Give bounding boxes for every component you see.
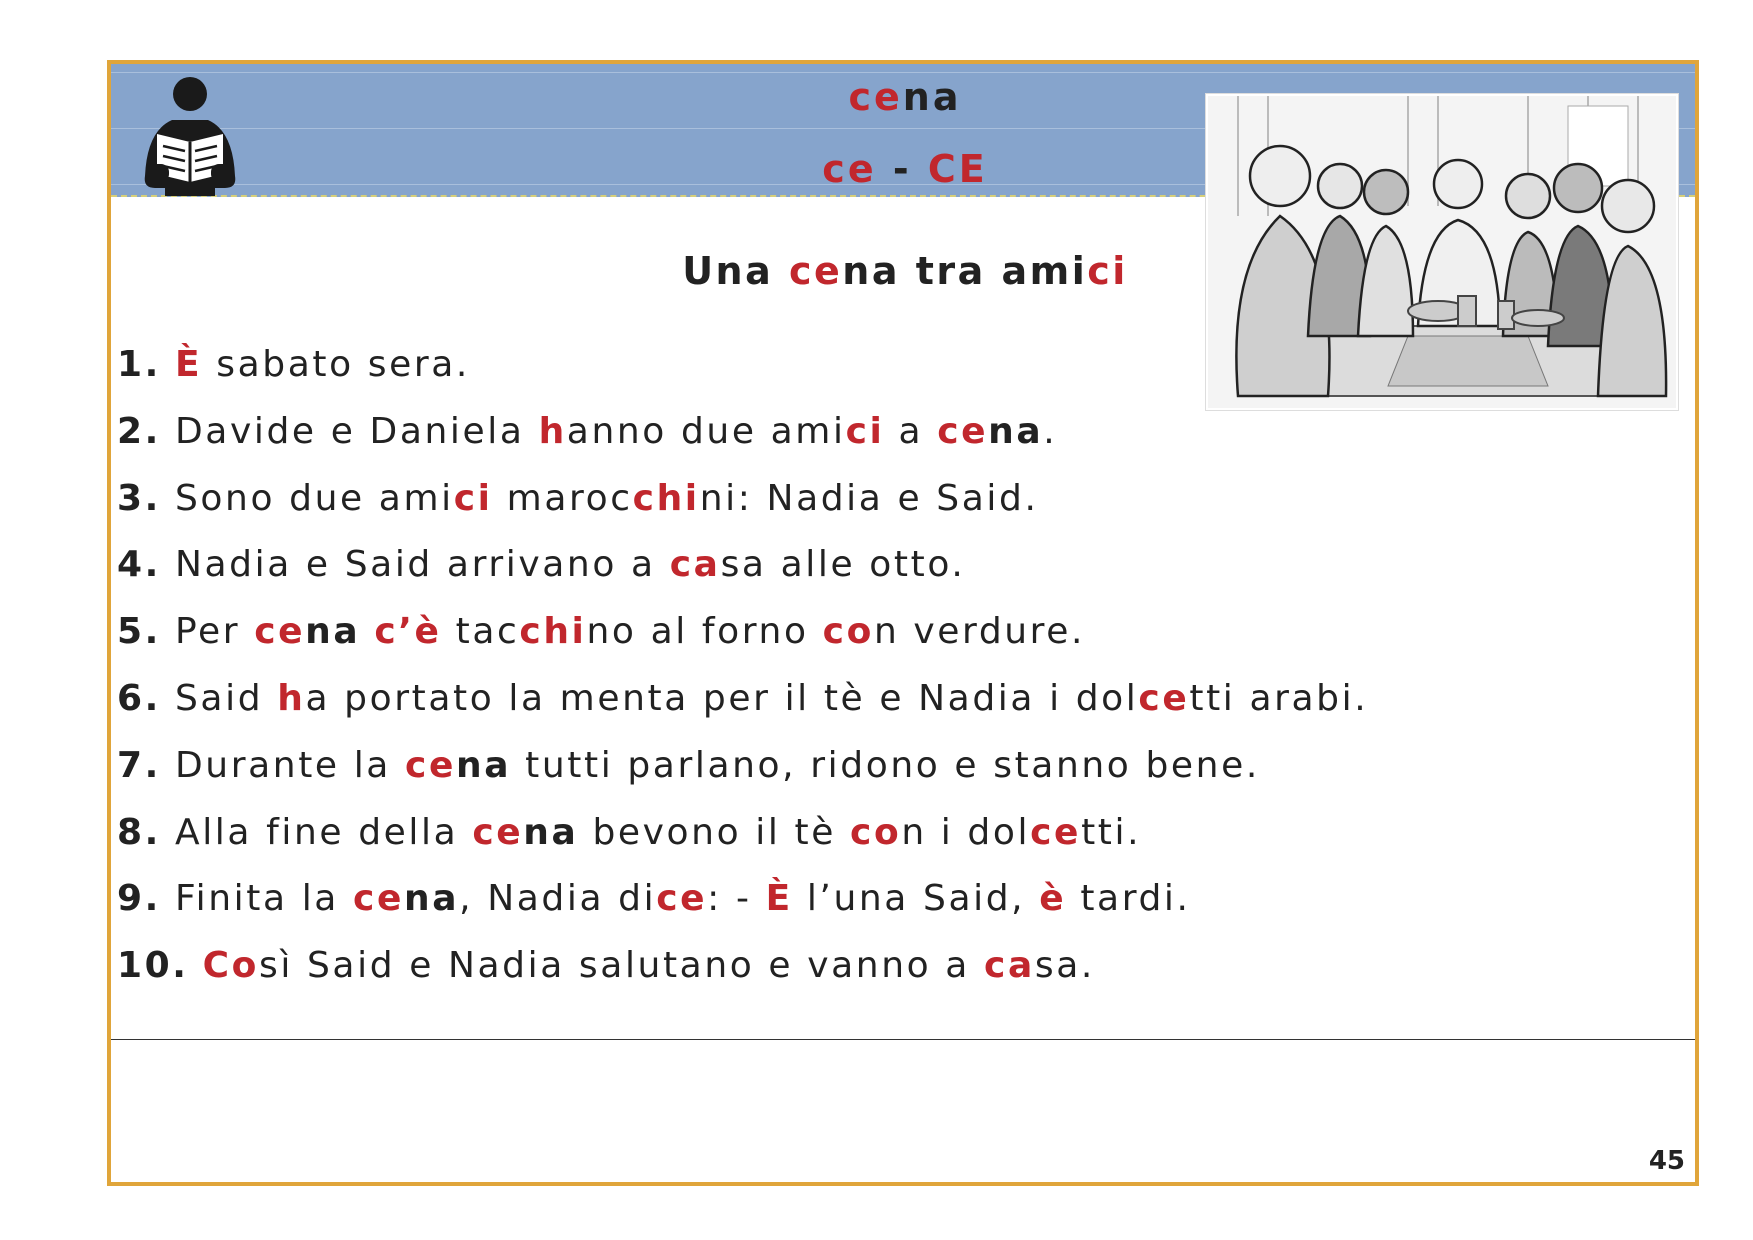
sentence-line [117,674,1368,741]
text-fragment [189,945,203,986]
highlight-syllable: ce [1030,811,1082,853]
sentence-line [117,941,1368,1008]
highlight-syllable: ce [405,744,456,786]
sentence-number: 3. [117,477,161,519]
highlight-syllable: h [538,410,567,452]
sentence-line [117,741,1368,808]
text-fragment: , Nadia di [459,878,657,920]
highlight-syllable: ce [1138,677,1190,719]
text-fragment: tti. [1081,811,1142,853]
sentence-line [117,808,1368,875]
sentence-number: 9. [117,878,161,920]
text-fragment [161,344,175,385]
sentence-list [117,340,1368,1008]
text-fragment: Davide e Daniela [160,410,539,452]
text-fragment: sa alle otto. [720,544,966,586]
highlight-syllable: ci [453,477,493,519]
text-fragment: a portato la menta per il tè e Nadia i dol [305,677,1139,719]
sentence-number: 6. [117,677,161,719]
text-fragment: Per [160,611,255,653]
text-fragment: n verdure. [873,611,1086,653]
text-fragment: sì Said e Nadia salutano e vanno a [258,945,984,987]
sentence-number: 2. [117,410,161,452]
text-fragment: l’una Said, [792,878,1040,920]
highlight-syllable: ce [656,878,708,920]
highlight-syllable: Co [202,945,259,987]
highlight-syllable: ce [822,147,877,191]
text-fragment: Said [160,677,278,719]
sentence-number: 4. [117,544,161,586]
text-fragment: Una [682,249,789,293]
text-fragment: anno due ami [566,410,846,452]
text-fragment: sa. [1034,945,1095,987]
text-fragment: tutti parlano, ridono e stanno bene. [511,744,1260,786]
page-number: 45 [1648,1146,1685,1176]
text-fragment: na [455,744,512,786]
highlight-syllable: co [822,611,874,653]
highlight-syllable: ce [788,249,843,293]
highlight-syllable: ce [353,878,404,920]
text-fragment: bevono il tè [578,811,851,853]
text-fragment: na [523,811,579,853]
highlight-syllable: c’è [374,611,442,653]
text-fragment: na [403,878,460,920]
sentence-number: 10. [117,945,189,987]
highlight-syllable: CE [927,147,988,191]
reading-title [111,249,1699,293]
text-fragment: a [884,410,938,452]
highlight-syllable: ce [472,811,524,853]
sentence-number: 8. [117,811,161,853]
bottom-divider [111,1039,1695,1040]
highlight-syllable: È [174,344,203,385]
text-fragment: na [305,611,361,653]
text-fragment: Alla fine della [160,811,473,853]
sentence-line [117,340,1368,407]
text-fragment: Finita la [160,878,354,920]
text-fragment: tardi. [1066,878,1191,920]
text-fragment: tac [441,611,520,653]
highlight-syllable: ci [1087,249,1128,293]
highlight-syllable: È [765,878,793,920]
highlight-syllable: chi [519,611,587,653]
text-fragment: tti arabi. [1189,677,1369,719]
text-fragment: n i dol [901,811,1031,853]
text-fragment [360,611,374,652]
highlight-syllable: ce [254,611,306,653]
text-fragment: Nadia e Said arrivano a [160,544,670,586]
text-fragment: ni: Nadia e Said. [699,477,1039,519]
sentence-line [117,540,1368,607]
highlight-syllable: ca [984,945,1035,987]
highlight-syllable: chi [632,477,700,519]
text-fragment: - [876,147,928,191]
text-fragment: na [902,75,962,119]
highlight-syllable: co [850,811,902,853]
text-fragment: . [1043,410,1058,452]
highlight-syllable: h [277,677,306,719]
text-fragment: sabato sera. [202,344,470,385]
sentence-line [117,874,1368,941]
highlight-syllable: ca [669,544,721,586]
text-fragment: maroc [492,477,633,519]
text-fragment: no al forno [586,611,823,653]
page-frame [107,60,1699,1186]
text-fragment: Durante la [160,744,406,786]
sentence-number: 5. [117,611,161,653]
sentence-number: 1. [117,344,161,385]
text-fragment: na tra ami [842,249,1088,293]
sentence-line [117,474,1368,541]
sentence-line [117,607,1368,674]
highlight-syllable: ce [937,410,989,452]
text-fragment: Sono due ami [160,477,454,519]
highlight-syllable: ce [848,75,903,119]
highlight-syllable: è [1039,878,1067,920]
sentence-number: 7. [117,744,161,786]
sentence-line [117,407,1368,474]
text-fragment: na [988,410,1044,452]
text-fragment: : - [707,878,766,920]
highlight-syllable: ci [845,410,885,452]
